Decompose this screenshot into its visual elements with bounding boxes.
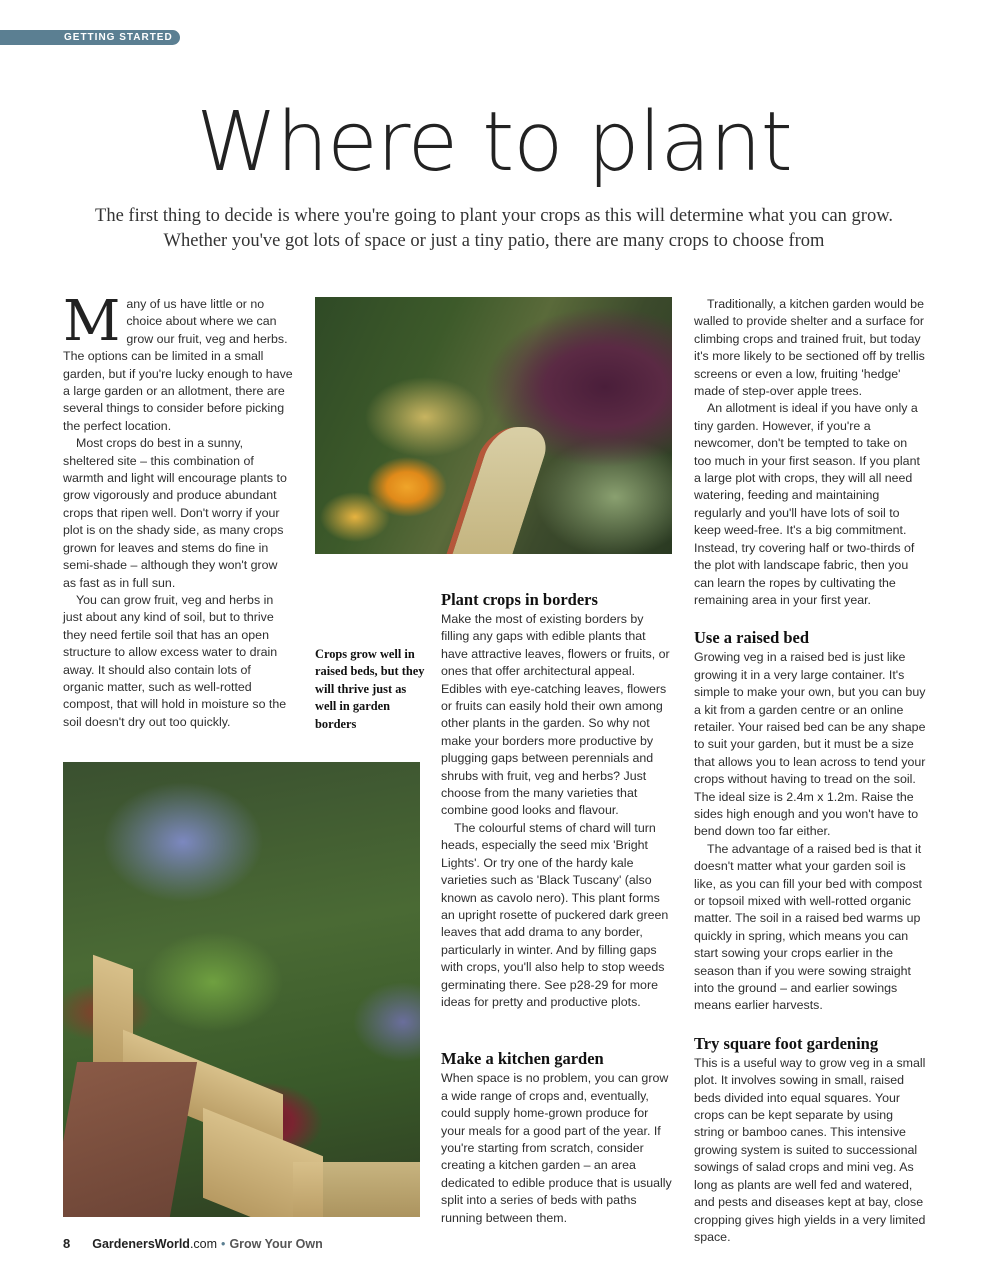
square-paragraph-1: This is a useful way to grow veg in a small plot. It involves sowing in small, raised beds divided into equal squares. Your crops can be kept separate by using string or bamboo canes. This intensive growing system is suited to successional sowings of salad crops and mini veg. As long as plants are well fed and watered, and pests and diseases kept at bay, close cropping gives high yields in a very limited space. [694,1055,926,1244]
intro-p1-text: any of us have little or no choice about where we can grow our fruit, veg and herbs. The options can be limited in a small garden, but if you're lucky enough to have a large garden or an allotment, there are several things to consider before picking the perfect location. [63,297,293,433]
footer-bullet: • [221,1237,226,1251]
square-foot-heading: Try square foot gardening [694,1033,879,1053]
kitchen-paragraph-1: When space is no problem, you can grow a wide range of crops and, eventually, could supply home-grown produce for your meals for a good part of the year. If you're starting from scratch, consider creating a kitchen garden – an area dedicated to edible produce that is usually split into a series of beds with paths running between them. [441,1071,672,1225]
footer-magazine-name: Grow Your Own [229,1237,323,1251]
borders-column [441,590,673,1227]
gravel-path [442,427,553,554]
brick-path [63,1062,197,1217]
raised-beds-photo [63,762,420,1217]
right-column [694,296,926,1246]
photo-caption: Crops grow well in raised beds, but they will thrive just as well in garden borders [315,647,425,731]
intro-column [63,289,293,731]
raised-bed-heading: Use a raised bed [694,628,810,648]
page-footer [63,1236,323,1251]
footer-site-name: GardenersWorld [92,1237,190,1251]
spacer [441,1011,673,1049]
spacer [694,1015,926,1034]
borders-paragraph-1: Make the most of existing borders by filling any gaps with edible plants that have attractive leaves, flowers or fruits, or ones that offer architectural appeal. Edibles with eye-catching leaves, flowers or fruits can easily hold their own among other plants in the garden. So why not make your borders more productive by plugging gaps between perennials and shrubs with fruit, veg and herbs? Just choose from the many varieties that combine good looks and flavour. [441,612,670,818]
intro-paragraph-2: Most crops do best in a sunny, sheltered site – this combination of warmth and light will encourage plants to grow vigorously and produce abundant crops that ripen well. Don't worry if your plot is on the shady side, as many crops grown for leaves and stems do fine in semi-shade – although they won't grow as fast as in full sun. [63,436,287,590]
raised-paragraph-1: Growing veg in a raised bed is just like growing it in a very large container. It's simple to make your own, but you can buy a kit from a garden centre or an online retailer. Your raised bed can be any shape to suit your garden, but it must be a size that allows you to lean across to tend your crops without having to tread on the soil. The ideal size is 2.4m x 1.2m. Raise the sides high enough and you won't have to bend down too far either. [694,650,926,839]
footer-site-domain: .com [189,1237,218,1251]
page-title: Where to plant [196,95,792,190]
garden-border-photo [315,297,672,554]
drop-cap: M [63,289,121,354]
borders-heading: Plant crops in borders [441,590,598,609]
spacer [694,609,926,628]
intro-paragraph-3: You can grow fruit, veg and herbs in just about any kind of soil, but to thrive they need fertile soil that has an open structure to allow excess water to drain away. It should also contain lots of organic matter, such as well-rotted compost, that will hold in moisture so the soil doesn't dry out too quickly. [63,592,287,729]
kitchen-heading: Make a kitchen garden [441,1049,604,1069]
raised-bed-wood [293,1162,420,1217]
intro-paragraph-1 [63,289,293,435]
raised-paragraph-2: The advantage of a raised bed is that it doesn't matter what your garden soil is like, as you can fill your bed with compost or topsoil mixed with well-rotted organic matter. The soil in a raised bed warms up quickly in spring, which means you can start sowing your crops earlier in the season than if you were sowing straight into the ground – and earlier sowings means earlier harvests. [694,841,922,1013]
kitchen-paragraph-2: Traditionally, a kitchen garden would be walled to provide shelter and a surface for climbing crops and trained fruit, but today it's more likely to be sectioned off by trellis screens or even a low, fruiting 'hedge' made of step-over apple trees. [694,297,925,399]
borders-paragraph-2: The colourful stems of chard will turn heads, especially the seed mix 'Bright Lights'. Or try one of the hardy kale varieties such as 'Black Tuscany' (also known as cavolo nero). This plant forms an upright rosette of puckered dark green leaves that add drama to any border, particularly in winter. And by filling gaps with crops, you'll also help to stop weeds germinating there. See p28-29 for more ideas for pretty and productive plots. [441,820,669,1009]
page-number: 8 [63,1236,71,1251]
section-tab: GETTING STARTED [0,30,180,45]
standfirst: The first thing to decide is where you're going to plant your crops as this will determine what you can grow. Whether you've got lots of space or just a tiny patio, there are many crops to choose from [95,206,893,251]
allotment-paragraph: An allotment is ideal if you have only a tiny garden. However, if you're a newcomer, don't be tempted to take on too much in your first season. If you plant a large plot with crops, they will all need watering, feeding and maintaining regularly and you'll have lots of soil to keep weed-free. It's a big commitment. Instead, try covering half or two-thirds of the plot with landscape fabric, then you can learn the ropes by cultivating the remaining area in your first year. [694,401,920,607]
